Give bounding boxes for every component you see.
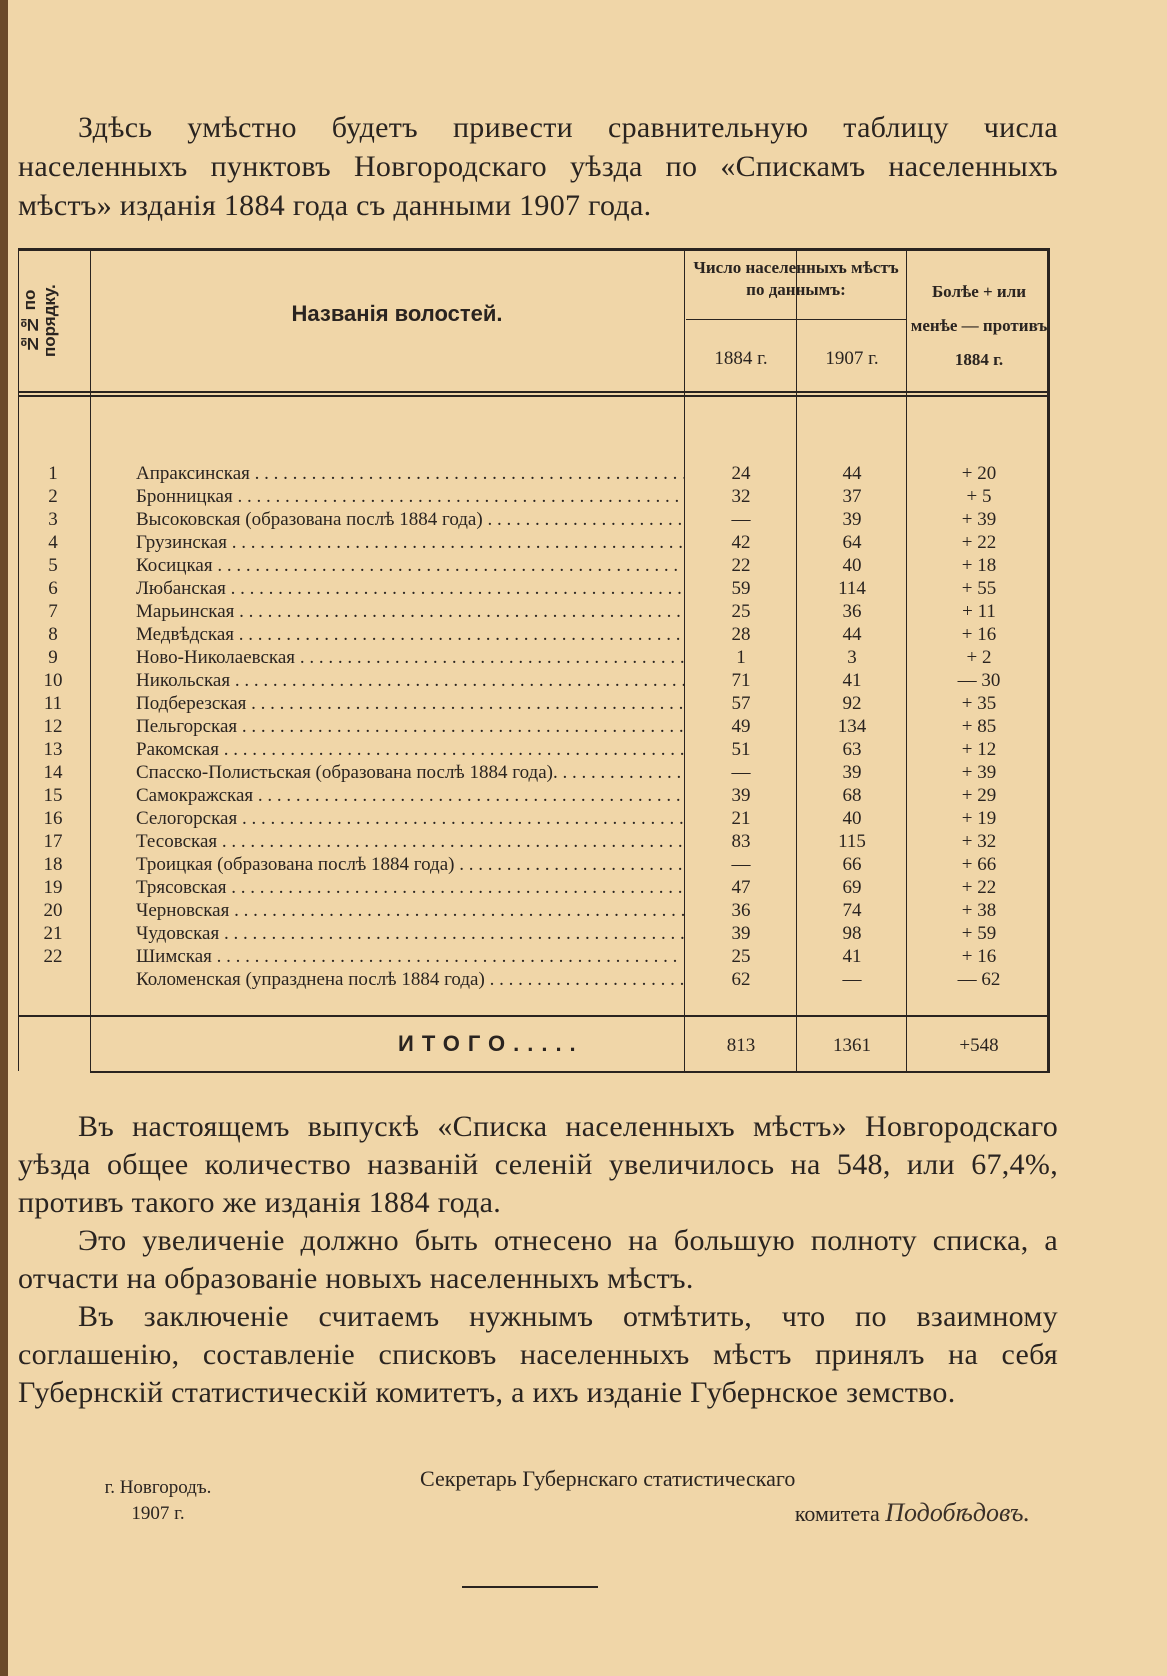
count-1884: 47 [731, 877, 751, 898]
header-year-1884: 1884 г. [714, 348, 768, 369]
district-name: Высоковская (образована послѣ 1884 года) . . . [136, 509, 684, 531]
count-difference: + 18 [961, 555, 997, 576]
district-name: Грузинская . . . [136, 532, 684, 554]
district-name: Пельгорская . . . [136, 716, 684, 738]
table-row [18, 463, 1050, 486]
count-difference: + 16 [961, 946, 997, 967]
count-difference: + 11 [962, 601, 996, 622]
count-1884: 1 [736, 647, 746, 668]
row-number: 16 [43, 808, 63, 829]
header-number: №№ по порядку. [20, 284, 59, 358]
count-difference: + 22 [961, 532, 997, 553]
table-rule [18, 391, 1050, 393]
comparison-table [18, 248, 1050, 1071]
count-1884: — [731, 762, 751, 783]
row-number: 4 [48, 532, 58, 553]
count-difference: — 62 [957, 969, 1001, 990]
district-name: Спасско-Полистьская (образована послѣ 1884 года). . . . [136, 762, 684, 784]
count-1907: 114 [838, 578, 866, 599]
district-name: Чудовская . . . [136, 923, 684, 945]
signature-committee: комитета [794, 1501, 880, 1526]
count-1907: 37 [842, 486, 862, 507]
count-1907: 39 [842, 509, 862, 530]
count-1907: 40 [842, 808, 862, 829]
place-and-date [78, 1475, 238, 1527]
page-binding-edge [0, 0, 8, 1676]
row-number: 12 [43, 716, 63, 737]
count-1884: 62 [731, 969, 751, 990]
total-1907: 1361 [833, 1035, 871, 1056]
district-name: Ново-Николаевская . . . [136, 647, 684, 669]
district-name: Селогорская . . . [136, 808, 684, 830]
table-rule [18, 1015, 1050, 1017]
row-number: 5 [48, 555, 58, 576]
count-difference: + 35 [961, 693, 997, 714]
district-name: Никольская . . . [136, 670, 684, 692]
count-1907: 41 [842, 670, 862, 691]
count-1884: 57 [731, 693, 751, 714]
row-number: 1 [48, 463, 58, 484]
table-row [18, 923, 1050, 946]
count-1884: 49 [731, 716, 751, 737]
header-difference: Болѣе + или менѣе — противъ 1884 г. [910, 282, 1048, 369]
table-row [18, 808, 1050, 831]
row-number: 9 [48, 647, 58, 668]
header-settlement-count: Число населенныхъ мѣстъ по даннымъ: [693, 258, 899, 299]
count-1884: 25 [731, 946, 751, 967]
count-1907: 115 [838, 831, 866, 852]
signature-line [420, 1496, 1040, 1531]
count-1884: 32 [731, 486, 751, 507]
row-number: 19 [43, 877, 63, 898]
count-1884: 39 [731, 923, 751, 944]
place: г. Новгородъ. [104, 1477, 212, 1498]
table-rule [686, 319, 906, 320]
district-name: Трясовская . . . [136, 877, 684, 899]
count-1884: 59 [731, 578, 751, 599]
count-difference: + 59 [961, 923, 997, 944]
district-name: Апраксинская . . . [136, 463, 684, 485]
table-row [18, 486, 1050, 509]
table-row [18, 900, 1050, 923]
count-1884: 42 [731, 532, 751, 553]
signature-block [420, 1462, 1040, 1531]
count-1884: 71 [731, 670, 751, 691]
count-1907: 63 [842, 739, 862, 760]
count-1907: 3 [847, 647, 857, 668]
table-row [18, 624, 1050, 647]
table-row [18, 785, 1050, 808]
header-district-name: Названія волостей. [291, 301, 503, 326]
table-rule [90, 1071, 1050, 1073]
count-1907: 69 [842, 877, 862, 898]
count-1907: 40 [842, 555, 862, 576]
district-name: Медвѣдская . . . [136, 624, 684, 646]
paragraph: Въ заключеніе считаемъ нужнымъ отмѣтить, что по взаимному соглашенію, составленіе списковъ населенныхъ мѣстъ принялъ на себя Губернскій статистическій комитетъ, а ихъ изданіе Губернское земство. [18, 1300, 1058, 1409]
count-1884: 24 [731, 463, 751, 484]
row-number: 14 [43, 762, 63, 783]
paragraph: Это увеличеніе должно быть отнесено на большую полноту списка, а отчасти на образованіе новыхъ населенныхъ мѣстъ. [18, 1224, 1058, 1295]
row-number: 8 [48, 624, 58, 645]
count-difference: + 39 [961, 762, 997, 783]
count-1907: 39 [842, 762, 862, 783]
count-1907: 68 [842, 785, 862, 806]
table-row [18, 670, 1050, 693]
count-1884: 21 [731, 808, 751, 829]
count-difference: + 16 [961, 624, 997, 645]
count-1884: — [731, 854, 751, 875]
row-number: 3 [48, 509, 58, 530]
signature-title: Секретарь Губернскаго статистическаго [420, 1466, 796, 1491]
count-1884: — [731, 509, 751, 530]
count-1907: — [842, 969, 862, 990]
table-row [18, 831, 1050, 854]
count-1884: 28 [731, 624, 751, 645]
handwritten-signature: Подобѣдовъ. [885, 1498, 1030, 1527]
row-number: 15 [43, 785, 63, 806]
table-row [18, 647, 1050, 670]
row-number: 2 [48, 486, 58, 507]
row-number: 18 [43, 854, 63, 875]
count-1884: 22 [731, 555, 751, 576]
count-difference: + 20 [961, 463, 997, 484]
table-row [18, 555, 1050, 578]
count-1907: 66 [842, 854, 862, 875]
count-1907: 36 [842, 601, 862, 622]
body-text [18, 1108, 1058, 1412]
total-difference: +548 [959, 1035, 999, 1056]
row-number: 7 [48, 601, 58, 622]
total-label: ИТОГО..... [398, 1031, 584, 1056]
count-1907: 44 [842, 463, 862, 484]
count-difference: + 19 [961, 808, 997, 829]
table-rule [18, 395, 1050, 397]
row-number: 13 [43, 739, 63, 760]
table-row [18, 532, 1050, 555]
count-1907: 74 [842, 900, 862, 921]
count-1884: 36 [731, 900, 751, 921]
year: 1907 г. [131, 1503, 185, 1524]
count-difference: + 66 [961, 854, 997, 875]
count-difference: + 55 [961, 578, 997, 599]
count-1884: 51 [731, 739, 751, 760]
count-1907: 41 [842, 946, 862, 967]
table-row [18, 946, 1050, 969]
count-1884: 39 [731, 785, 751, 806]
row-number: 6 [48, 578, 58, 599]
count-1884: 83 [731, 831, 751, 852]
count-1907: 92 [842, 693, 862, 714]
table-row [18, 693, 1050, 716]
row-number: 21 [43, 923, 63, 944]
row-number: 17 [43, 831, 63, 852]
district-name: Ракомская . . . [136, 739, 684, 761]
intro-paragraph: Здѣсь умѣстно будетъ привести сравнительную таблицу числа населенныхъ пунктовъ Новгородскаго уѣзда по «Спискамъ населенныхъ мѣстъ» изданія 1884 года съ данными 1907 года. [18, 111, 1058, 222]
count-1907: 44 [842, 624, 862, 645]
table-row [18, 601, 1050, 624]
count-difference: + 85 [961, 716, 997, 737]
count-difference: + 38 [961, 900, 997, 921]
table-row [18, 716, 1050, 739]
district-name: Бронницкая . . . [136, 486, 684, 508]
paragraph: Въ настоящемъ выпускѣ «Списка населенныхъ мѣстъ» Новгородскаго уѣзда общее количество названій селеній увеличилось на 548, или 67,4%, противъ такого же изданія 1884 года. [18, 1110, 1058, 1219]
table-body [18, 463, 1050, 992]
header-year-1907: 1907 г. [825, 348, 879, 369]
district-name: Троицкая (образована послѣ 1884 года) . . . [136, 854, 684, 876]
district-name: Тесовская . . . [136, 831, 684, 853]
district-name: Подберезская . . . [136, 693, 684, 715]
table-row [18, 877, 1050, 900]
district-name: Черновская . . . [136, 900, 684, 922]
table-row [18, 854, 1050, 877]
row-number: 22 [43, 946, 63, 967]
district-name: Любанская . . . [136, 578, 684, 600]
count-difference: — 30 [957, 670, 1001, 691]
table-row [18, 578, 1050, 601]
count-difference: + 12 [961, 739, 997, 760]
total-1884: 813 [726, 1035, 756, 1056]
table-row [18, 739, 1050, 762]
closing-rule [462, 1586, 598, 1588]
count-difference: + 29 [961, 785, 997, 806]
district-name: Марьинская . . . [136, 601, 684, 623]
row-number: 10 [43, 670, 63, 691]
row-number: 11 [43, 693, 63, 714]
count-1907: 134 [837, 716, 867, 737]
district-name: Коломенская (упразднена послѣ 1884 года) . . . [136, 969, 684, 991]
table-row [18, 509, 1050, 532]
row-number: 20 [43, 900, 63, 921]
district-name: Самокражская . . . [136, 785, 684, 807]
count-difference: + 32 [961, 831, 997, 852]
count-1907: 98 [842, 923, 862, 944]
count-difference: + 5 [966, 486, 992, 507]
district-name: Шимская . . . [136, 946, 684, 968]
count-1884: 25 [731, 601, 751, 622]
table-row [18, 969, 1050, 992]
count-difference: + 22 [961, 877, 997, 898]
district-name: Косицкая . . . [136, 555, 684, 577]
table-row [18, 762, 1050, 785]
count-difference: + 2 [966, 647, 992, 668]
count-1907: 64 [842, 532, 862, 553]
count-difference: + 39 [961, 509, 997, 530]
